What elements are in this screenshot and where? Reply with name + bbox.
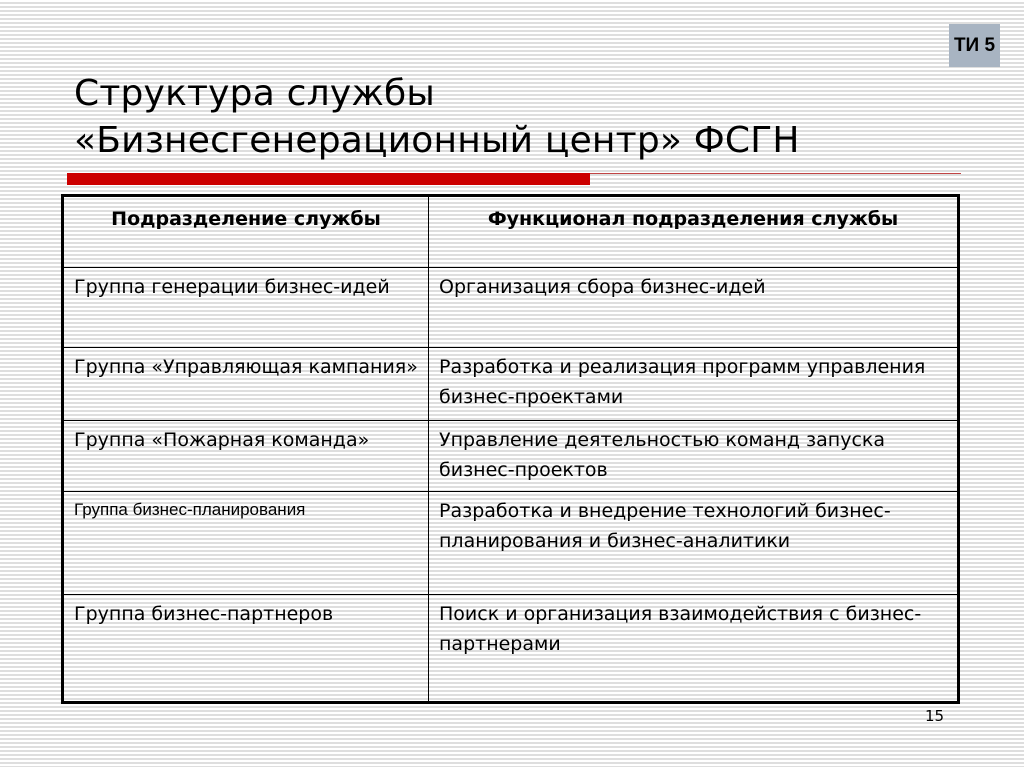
header-function: Функционал подразделения службы	[429, 196, 959, 268]
cell-unit: Группа бизнес-планирования	[63, 492, 429, 595]
title-accent-bar	[67, 173, 590, 185]
table-row	[63, 348, 959, 421]
table-header-row	[63, 196, 959, 268]
table-row	[63, 268, 959, 348]
page-number: 15	[925, 707, 945, 725]
slide-title-line-2: «Бизнесгенерационный центр» ФСГН	[74, 120, 800, 161]
cell-function: Разработка и внедрение технологий бизнес-планирования и бизнес-аналитики	[429, 492, 959, 595]
cell-unit: Группа генерации бизнес-идей	[63, 268, 429, 348]
cell-function: Управление деятельностью команд запуска бизнес-проектов	[429, 421, 959, 492]
table-row	[63, 421, 959, 492]
header-unit: Подразделение службы	[63, 196, 429, 268]
cell-function: Поиск и организация взаимодействия с бизнес-партнерами	[429, 595, 959, 703]
cell-unit: Группа бизнес-партнеров	[63, 595, 429, 703]
table-row	[63, 492, 959, 595]
cell-function: Организация сбора бизнес-идей	[429, 268, 959, 348]
slide-title-line-1: Структура службы	[74, 73, 436, 114]
cell-function: Разработка и реализация программ управления бизнес-проектами	[429, 348, 959, 421]
cell-unit: Группа «Управляющая кампания»	[63, 348, 429, 421]
table-row	[63, 595, 959, 703]
title-accent-line	[590, 173, 961, 174]
slide-tag-badge	[949, 24, 1000, 67]
slide-title	[74, 70, 800, 164]
slide-tag-label: ТИ 5	[953, 34, 996, 56]
cell-unit: Группа «Пожарная команда»	[63, 421, 429, 492]
structure-table	[61, 194, 960, 704]
